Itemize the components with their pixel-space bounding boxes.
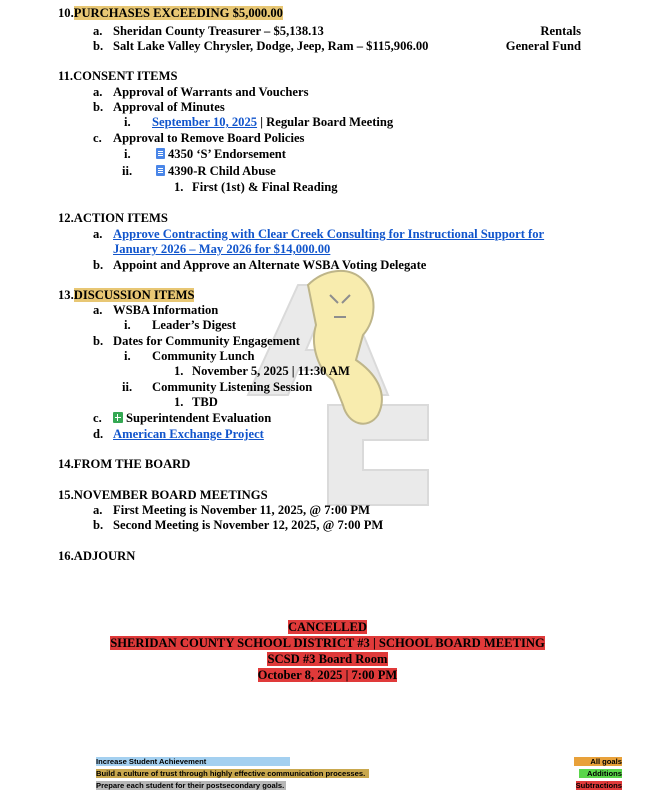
- list-marker: c.: [93, 411, 102, 425]
- list-item: [174, 395, 218, 410]
- list-marker: a.: [93, 503, 103, 517]
- policy-link[interactable]: 4390-R Child Abuse: [168, 164, 276, 178]
- list-item: [93, 503, 371, 518]
- meeting-location: SCSD #3 Board Room: [267, 652, 388, 666]
- section-title: FROM THE BOARD: [73, 457, 191, 471]
- doc-icon[interactable]: [156, 148, 165, 159]
- list-item-text: Sheridan County Treasurer – $5,138.13: [113, 24, 324, 38]
- section-15-heading: [58, 488, 268, 503]
- list-item: [93, 303, 219, 318]
- legend-additions: Additions: [579, 769, 622, 778]
- list-item: [93, 131, 305, 146]
- section-title: DISCUSSION ITEMS: [73, 288, 195, 302]
- fund-label: Rentals: [540, 24, 581, 38]
- list-item-text: TBD: [192, 395, 218, 409]
- section-number: 10.: [58, 6, 74, 20]
- list-marker: 1.: [174, 180, 184, 194]
- list-marker: i.: [124, 318, 131, 332]
- list-marker: b.: [93, 39, 104, 53]
- cancelled-location: [0, 652, 655, 667]
- list-item-text: Community Listening Session: [152, 380, 313, 394]
- cancelled-notice: [0, 620, 655, 635]
- cancelled-date: [0, 668, 655, 683]
- list-marker: i.: [124, 147, 131, 161]
- list-item: [93, 427, 264, 442]
- legend-all-goals: All goals: [574, 757, 622, 766]
- contract-link[interactable]: Approve Contracting with Clear Creek Consulting for Instructional Support for: [113, 227, 545, 241]
- list-marker: a.: [93, 227, 103, 241]
- list-marker: b.: [93, 518, 104, 532]
- list-marker: d.: [93, 427, 104, 441]
- section-title: ADJOURN: [73, 549, 136, 563]
- list-item: [122, 164, 276, 179]
- list-marker: c.: [93, 131, 102, 145]
- section-16-heading: [58, 549, 135, 564]
- list-item: [122, 380, 313, 395]
- section-13-heading: [58, 288, 194, 303]
- list-item-text: | Regular Board Meeting: [257, 115, 394, 129]
- section-title: PURCHASES EXCEEDING $5,000.00: [73, 6, 283, 20]
- section-10-heading: [58, 6, 283, 21]
- list-marker: ii.: [122, 164, 133, 178]
- list-marker: a.: [93, 85, 103, 99]
- fund-label: General Fund: [505, 39, 581, 53]
- list-item-text: November 5, 2025 | 11:30 AM: [192, 364, 350, 378]
- list-item: [174, 364, 350, 379]
- section-number: 15.: [58, 488, 74, 502]
- list-item-text: Salt Lake Valley Chrysler, Dodge, Jeep, Ram – $115,906.00: [113, 39, 429, 53]
- evaluation-link[interactable]: Superintendent Evaluation: [126, 411, 272, 425]
- list-item-text: Approval of Minutes: [113, 100, 225, 114]
- list-item: [93, 258, 427, 273]
- legend-culture-of-trust: Build a culture of trust through highly effective communication processes.: [96, 769, 369, 778]
- list-item: [93, 100, 225, 115]
- policy-link[interactable]: 4350 ‘S’ Endorsement: [168, 147, 287, 161]
- list-item-text: WSBA Information: [113, 303, 219, 317]
- list-item: [93, 334, 300, 349]
- list-item-text: Approval of Warrants and Vouchers: [113, 85, 309, 99]
- minutes-link[interactable]: September 10, 2025: [152, 115, 258, 129]
- section-12-heading: [58, 211, 168, 226]
- list-item-text: Leader’s Digest: [152, 318, 237, 332]
- cancelled-label: CANCELLED: [287, 620, 368, 634]
- sheet-icon[interactable]: [113, 412, 123, 423]
- list-marker: b.: [93, 334, 104, 348]
- section-11-heading: [58, 69, 177, 84]
- goal-legend-left: [96, 756, 369, 792]
- list-marker: i.: [124, 349, 131, 363]
- list-marker: b.: [93, 100, 104, 114]
- list-item-text: Appoint and Approve an Alternate WSBA Voting Delegate: [113, 258, 427, 272]
- list-item: [93, 24, 324, 39]
- list-item: [93, 518, 384, 533]
- section-number: 11.: [58, 69, 74, 83]
- section-title: NOVEMBER BOARD MEETINGS: [73, 488, 268, 502]
- list-marker: a.: [93, 303, 103, 317]
- list-item: [93, 85, 309, 100]
- list-marker: 1.: [174, 364, 184, 378]
- cancelled-meeting-title: [0, 636, 655, 651]
- meeting-date: October 8, 2025 | 7:00 PM: [257, 668, 398, 682]
- contract-link[interactable]: January 2026 – May 2026 for $14,000.00: [113, 242, 331, 256]
- list-item: [93, 411, 272, 426]
- goal-legend-right: [574, 756, 622, 792]
- list-item: [93, 39, 429, 54]
- section-number: 16.: [58, 549, 74, 563]
- list-item-continuation: [113, 242, 330, 257]
- list-item-text: Dates for Community Engagement: [113, 334, 300, 348]
- list-item: [124, 318, 237, 333]
- section-title: ACTION ITEMS: [73, 211, 168, 225]
- list-marker: i.: [124, 115, 131, 129]
- list-item: [174, 180, 338, 195]
- doc-icon[interactable]: [156, 165, 165, 176]
- list-item: [124, 147, 287, 162]
- legend-subtractions: Subtractions: [575, 781, 622, 790]
- list-item: [93, 227, 545, 242]
- exchange-project-link[interactable]: American Exchange Project: [113, 427, 264, 441]
- section-number: 12.: [58, 211, 74, 225]
- section-number: 13.: [58, 288, 74, 302]
- list-item: [124, 349, 255, 364]
- list-item-text: First Meeting is November 11, 2025, @ 7:00 PM: [113, 503, 371, 517]
- list-item-text: Second Meeting is November 12, 2025, @ 7:00 PM: [113, 518, 384, 532]
- list-item-text: Approval to Remove Board Policies: [113, 131, 305, 145]
- list-marker: 1.: [174, 395, 184, 409]
- list-marker: ii.: [122, 380, 133, 394]
- legend-postsecondary: Prepare each student for their postsecondary goals.: [96, 781, 285, 790]
- section-number: 14.: [58, 457, 74, 471]
- list-item-text: First (1st) & Final Reading: [192, 180, 338, 194]
- list-item-text: Community Lunch: [152, 349, 255, 363]
- list-item: [124, 115, 394, 130]
- list-marker: b.: [93, 258, 104, 272]
- legend-student-achievement: Increase Student Achievement: [96, 757, 290, 766]
- section-title: CONSENT ITEMS: [73, 69, 178, 83]
- meeting-title: SHERIDAN COUNTY SCHOOL DISTRICT #3 | SCHOOL BOARD MEETING: [110, 636, 545, 650]
- section-14-heading: [58, 457, 190, 472]
- list-marker: a.: [93, 24, 103, 38]
